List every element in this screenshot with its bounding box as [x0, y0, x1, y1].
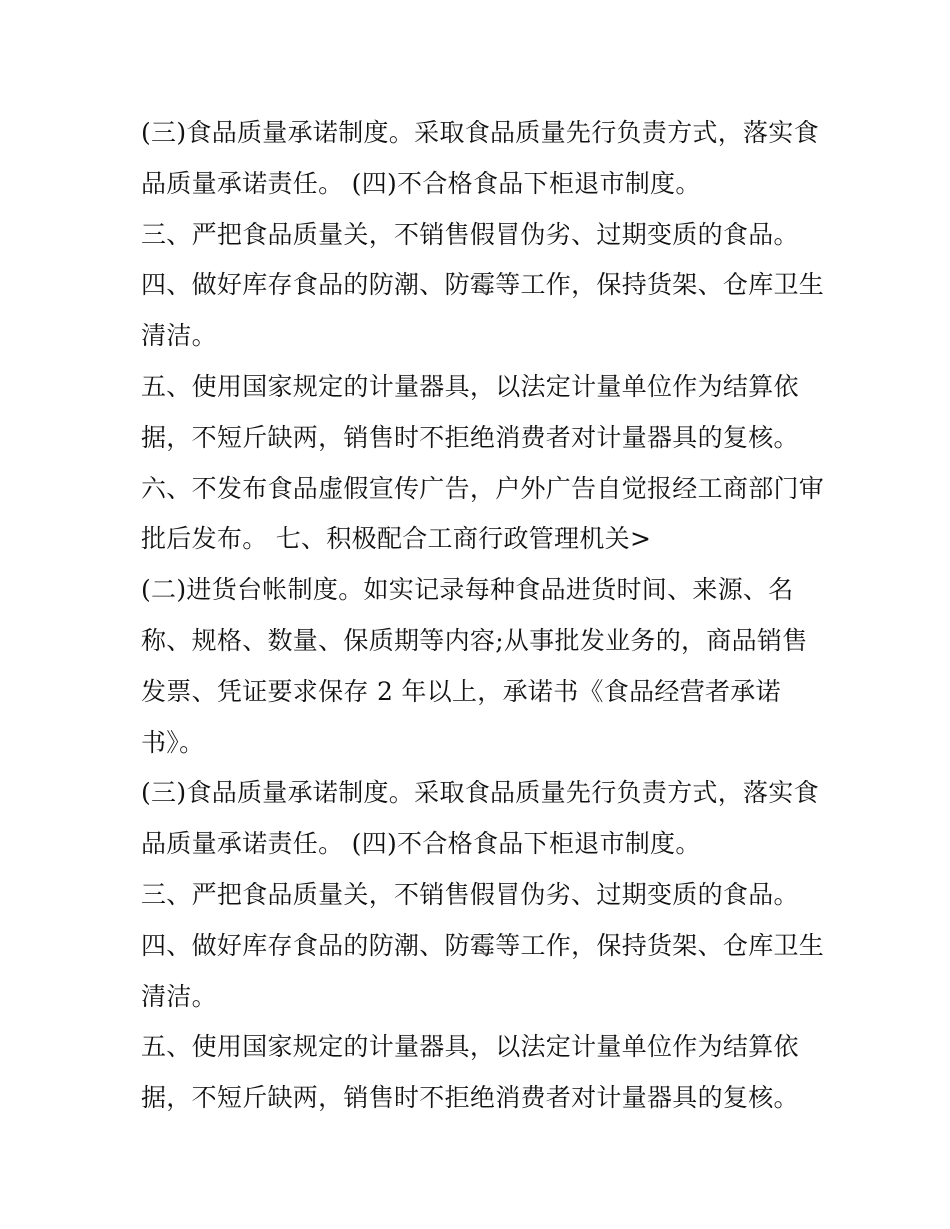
- text-line: (三)食品质量承诺制度。采取食品质量先行负责方式，落实食: [141, 118, 819, 147]
- text-line: 批后发布。 七、积极配合工商行政管理机关>: [141, 524, 652, 554]
- text-line: 清洁。: [141, 321, 217, 351]
- text-line: 品质量承诺责任。 (四)不合格食品下柜退市制度。: [141, 168, 701, 198]
- text-line: 称、规格、数量、保质期等内容;从事批发业务的，商品销售: [141, 625, 808, 655]
- text-line: 清洁。: [141, 981, 217, 1011]
- text-line: 三、严把食品质量关，不销售假冒伪劣、过期变质的食品。: [141, 879, 799, 909]
- text-line: 据，不短斤缺两，销售时不拒绝消费者对计量器具的复核。: [141, 422, 799, 452]
- text-line: 据，不短斤缺两，销售时不拒绝消费者对计量器具的复核。: [141, 1083, 799, 1113]
- text-line: 五、使用国家规定的计量器具，以法定计量单位作为结算依: [141, 1032, 799, 1062]
- text-line: 书》。: [141, 727, 205, 757]
- text-line: (三)食品质量承诺制度。采取食品质量先行负责方式，落实食: [141, 778, 819, 808]
- text-line: 五、使用国家规定的计量器具，以法定计量单位作为结算依: [141, 371, 799, 401]
- text-line: 品质量承诺责任。 (四)不合格食品下柜退市制度。: [141, 829, 701, 859]
- text-line: (二)进货台帐制度。如实记录每种食品进货时间、来源、名: [141, 575, 794, 605]
- text-line: 四、做好库存食品的防潮、防霉等工作，保持货架、仓库卫生: [141, 270, 825, 300]
- document-body: [141, 108, 831, 1124]
- text-line: 六、不发布食品虚假宣传广告，户外广告自觉报经工商部门审: [141, 473, 825, 503]
- text-line: 四、做好库存食品的防潮、防霉等工作，保持货架、仓库卫生: [141, 930, 825, 960]
- text-line: 发票、凭证要求保存 2 年以上，承诺书《食品经营者承诺: [141, 676, 781, 706]
- text-line: 三、严把食品质量关，不销售假冒伪劣、过期变质的食品。: [141, 219, 799, 249]
